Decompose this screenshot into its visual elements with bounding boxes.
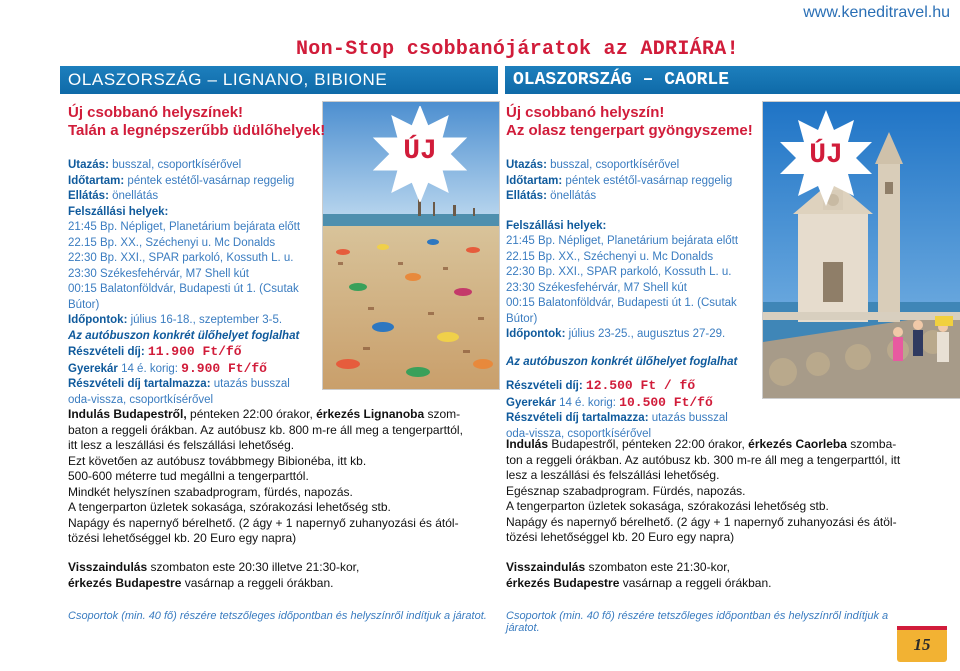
left-subtitle-2: Talán a legnépszerűbb üdülőhelyek! [68, 122, 326, 139]
left-desc-line-7: A tengerparton üzletek sokasága, szórakozási lehetőség stb. [68, 500, 391, 514]
left-new-badge-text: ÚJ [403, 136, 437, 167]
right-stop-2: 22.15 Bp. XX., Széchenyi u. Mc Donalds [506, 250, 714, 263]
right-pickup-heading: Felszállási helyek: [506, 219, 607, 232]
left-desc-line-3: itt lesz a leszállási és felszállási lehetőség. [68, 438, 295, 452]
right-duration-line: Időtartam: péntek estétől-vasárnap reggelig [506, 174, 733, 187]
right-stop-3: 22:30 Bp. XXI., SPAR parkoló, Kossuth L. u. [506, 266, 732, 278]
right-desc-line-4: Egésznap szabadprogram. Fürdés, napozás. [506, 483, 746, 498]
page-number: 15 [913, 635, 931, 654]
right-includes-line-2: oda-vissza, csoportkísérővel [506, 427, 652, 440]
right-stop-4: 23:30 Székesfehérvár, M7 Shell kút [506, 281, 687, 294]
left-description [68, 407, 500, 547]
left-travel-line: Utazás: busszal, csoportkísérővel [68, 159, 242, 171]
page-headline: Non-Stop csobbanójáratok az ADRIÁRA! [296, 38, 739, 61]
right-desc-line-1: Indulás Budapestről, pénteken 22:00 órakor, érkezés Caorleba szomba- [506, 437, 897, 451]
right-desc-line-2: ton a reggeli órákban. Az autóbusz kb. 300 m-re áll meg a tengerparttól, itt [506, 452, 901, 467]
left-duration-line: Időtartam: péntek estétől-vasárnap reggelig [68, 174, 295, 187]
left-desc-line-1: Indulás Budapestről, pénteken 22:00 órakor, érkezés Lignanoba szom- [68, 407, 461, 421]
right-desc-line-3: lesz a leszállási és felszállási lehetőség. [506, 468, 720, 482]
right-new-badge-text: ÚJ [809, 140, 843, 171]
right-seat-reservation: Az autóbuszon konkrét ülőhelyet foglalhat [506, 355, 738, 368]
right-subtitle-1: Új csobbanó helyszín! [506, 104, 665, 121]
right-dates-line: Időpontok: július 23-25., augusztus 27-29. [506, 328, 726, 340]
right-subtitle-2: Az olasz tengerpart gyöngyszeme! [506, 122, 753, 139]
left-includes-line-2: oda-vissza, csoportkísérővel [68, 393, 214, 406]
page-number-box [897, 628, 947, 662]
left-stop-1: 21:45 Bp. Népliget, Planetárium bejárata előtt [68, 221, 301, 233]
right-stop-5: 00:15 Balatonföldvár, Budapesti út 1. (Csutak Bútor) [506, 297, 737, 325]
right-board-line: Ellátás: önellátás [506, 190, 597, 202]
left-info-block [68, 158, 328, 408]
left-return-line-1: Visszaindulás szombaton este 20:30 illetve 21:30-kor, [68, 560, 360, 574]
right-return-info [506, 560, 946, 591]
left-subtitle-1: Új csobbanó helyszínek! [68, 104, 244, 121]
left-new-badge [370, 106, 470, 202]
right-group-note: Csoportok (min. 40 fő) részére tetszőleges időpontban és helyszínről indítjuk a járatot. [506, 610, 889, 634]
left-stop-4: 23:30 Székesfehérvár, M7 Shell kút [68, 267, 249, 280]
left-desc-line-6: Mindkét helyszínen szabadprogram, fürdés, napozás. [68, 484, 353, 499]
right-price-line: Részvételi díj: 12.500 Ft / fő [506, 378, 696, 393]
right-desc-line-6: Napágy és napernyő bérelhető. (2 ágy + 1 napernyő zuhanyozási és átöl- [506, 514, 897, 529]
left-desc-line-5: 500-600 méterre tud megállni a tengerparttól. [68, 469, 309, 483]
left-price-line: Részvételi díj: 11.900 Ft/fő [68, 344, 242, 359]
right-travel-line: Utazás: busszal, csoportkísérővel [506, 159, 680, 171]
left-desc-line-4: Ezt követően az autóbusz továbbmegy Bibionéba, itt kb. [68, 453, 367, 468]
right-return-line-1: Visszaindulás szombaton este 21:30-kor, [506, 560, 730, 574]
left-group-note: Csoportok (min. 40 fő) részére tetszőleges időpontban és helyszínről indítjuk a járatot. [68, 610, 487, 622]
right-stop-1: 21:45 Bp. Népliget, Planetárium bejárata előtt [506, 235, 739, 247]
left-section-bar [60, 66, 498, 94]
right-return-line-2: érkezés Budapestre vasárnap a reggeli órákban. [506, 575, 772, 590]
website-url: www.keneditravel.hu [803, 4, 950, 21]
right-section-bar [505, 66, 960, 94]
right-description [506, 437, 946, 546]
right-child-price-line: Gyerekár 14 é. korig: 10.500 Ft/fő [506, 394, 713, 410]
left-section-title: OLASZORSZÁG – LIGNANO, BIBIONE [68, 70, 388, 89]
left-board-line: Ellátás: önellátás [68, 190, 159, 202]
left-desc-line-8: Napágy és napernyő bérelhető. (2 ágy + 1 napernyő zuhanyozási és ától- [68, 515, 459, 530]
left-return-line-2: érkezés Budapestre vasárnap a reggeli órákban. [68, 575, 334, 590]
left-pickup-heading: Felszállási helyek: [68, 205, 169, 218]
right-new-badge [776, 110, 876, 206]
left-stop-2: 22.15 Bp. XX., Széchenyi u. Mc Donalds [68, 236, 276, 249]
left-desc-line-2: baton a reggeli órákban. Az autóbusz kb. 800 m-re áll meg a tengerparttól, [68, 422, 463, 437]
left-child-price-line: Gyerekár 14 é. korig: 9.900 Ft/fő [68, 360, 267, 376]
left-seat-reservation: Az autóbuszon konkrét ülőhelyet foglalhat [68, 329, 300, 342]
right-desc-line-7: tözési lehetőséggel kb. 20 Euro egy napra) [506, 530, 735, 544]
right-section-title: OLASZORSZÁG – CAORLE [513, 70, 730, 90]
right-includes-line: Részvételi díj tartalmazza: utazás busszal [506, 412, 728, 424]
left-desc-line-9: tözési lehetőséggel kb. 20 Euro egy napra) [68, 531, 297, 545]
left-dates-line: Időpontok: július 16-18., szeptember 3-5. [68, 314, 283, 326]
page-number-accent [897, 626, 947, 630]
left-stop-5: 00:15 Balatonföldvár, Budapesti út 1. (Csutak Bútor) [68, 283, 299, 311]
left-stop-3: 22:30 Bp. XXI., SPAR parkoló, Kossuth L. u. [68, 252, 294, 264]
right-info-block [506, 158, 766, 442]
right-desc-line-5: A tengerparton üzletek sokasága, szórakozási lehetőség stb. [506, 499, 829, 513]
left-includes-line: Részvételi díj tartalmazza: utazás busszal [68, 378, 290, 390]
left-return-info [68, 560, 500, 591]
